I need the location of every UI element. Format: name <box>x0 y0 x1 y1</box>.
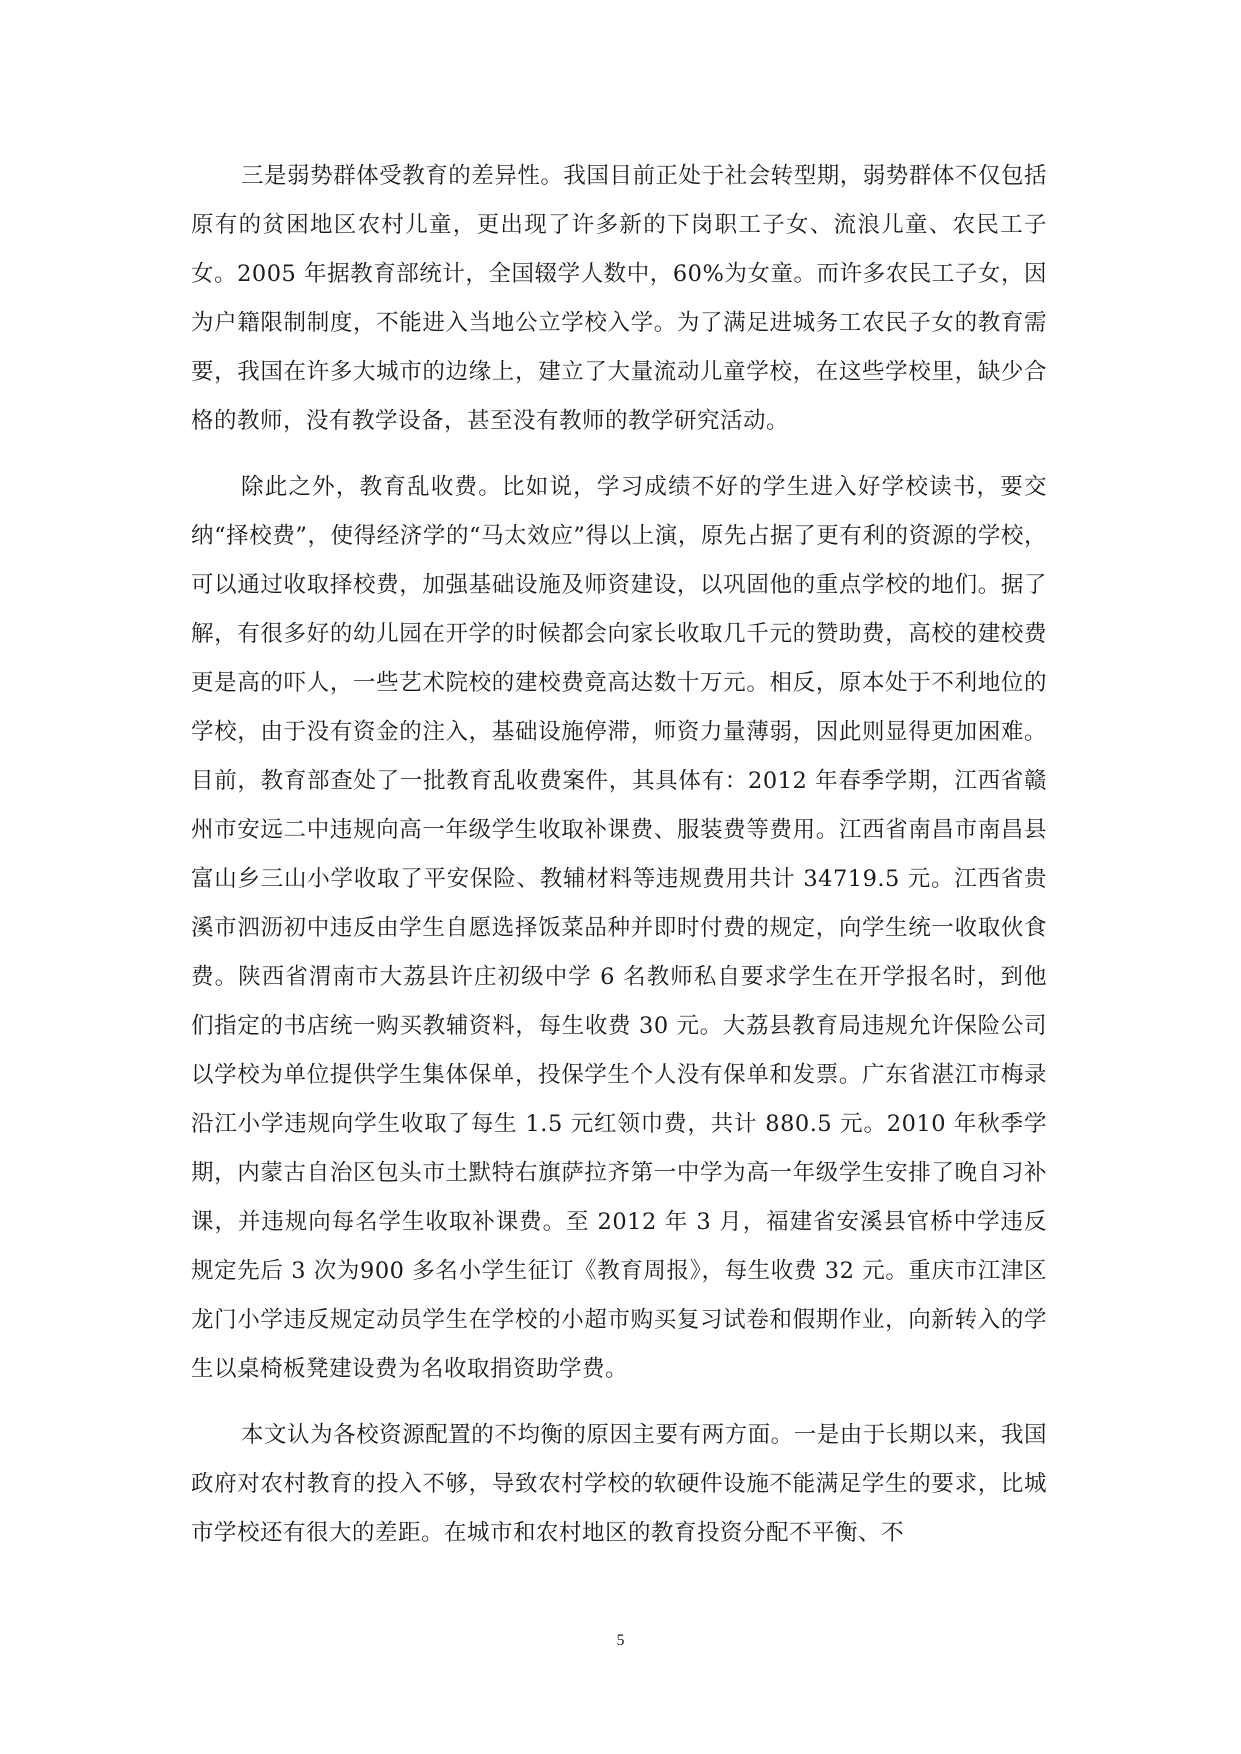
page-number: 5 <box>616 1632 625 1649</box>
paragraph-disadvantaged-groups: 三是弱势群体受教育的差异性。我国目前正处于社会转型期，弱势群体不仅包括原有的贫困地区农村儿童，更出现了许多新的下岗职工子女、流浪儿童、农民工子女。2005 年据教育部统计，全国辍学人数中，60%为女童。而许多农民工子女，因为户籍限制制度，不能进入当地公立学校入学。为了满足进城务工农民子女的教育需要，我国在许多大城市的边缘上，建立了大量流动儿童学校，在这些学校里，缺少合格的教师，没有教学设备，甚至没有教师的教学研究活动。 <box>191 163 1047 434</box>
body-text <box>191 152 1047 1558</box>
paragraph-arbitrary-fees: 除此之外，教育乱收费。比如说，学习成绩不好的学生进入好学校读书，要交纳“择校费”，使得经济学的“马太效应”得以上演，原先占据了更有利的资源的学校，可以通过收取择校费，加强基础设施及师资建设，以巩固他的重点学校的地们。据了解，有很多好的幼儿园在开学的时候都会向家长收取几千元的赞助费，高校的建校费更是高的吓人，一些艺术院校的建校费竟高达数十万元。相反，原本处于不利地位的学校，由于没有资金的注入，基础设施停滞，师资力量薄弱，因此则显得更加困难。目前，教育部查处了一批教育乱收费案件，其具体有：2012 年春季学期，江西省赣州市安远二中违规向高一年级学生收取补课费、服装费等费用。江西省南昌市南昌县富山乡三山小学收取了平安保险、教辅材料等违规费用共计 34719.5 元。江西省贵溪市泗沥初中违反由学生自愿选择饭菜品种并即时付费的规定，向学生统一收取伙食费。陕西省渭南市大荔县许庄初级中学 6 名教师私自要求学生在开学报名时，到他们指定的书店统一购买教辅资料，每生收费 30 元。大荔县教育局违规允许保险公司以学校为单位提供学生集体保单，投保学生个人没有保单和发票。广东省湛江市梅录沿江小学违规向学生收取了每生 1.5 元红领巾费，共计 880.5 元。2010 年秋季学期，内蒙古自治区包头市土默特右旗萨拉齐第一中学为高一年级学生安排了晚自习补课，并违规向每名学生收取补课费。至 2012 年 3 月，福建省安溪县官桥中学违反规定先后 3 次为900 多名小学生征订《教育周报》，每生收费 32 元。重庆市江津区龙门小学违反规定动员学生在学校的小超市购买复习试卷和假期作业，向新转入的学生以桌椅板凳建设费为名收取捐资助学费。 <box>191 474 1047 1382</box>
paragraph-resource-imbalance: 本文认为各校资源配置的不均衡的原因主要有两方面。一是由于长期以来，我国政府对农村教育的投入不够，导致农村学校的软硬件设施不能满足学生的要求，比城市学校还有很大的差距。在城市和农村地区的教育投资分配不平衡、不 <box>191 1422 1047 1546</box>
